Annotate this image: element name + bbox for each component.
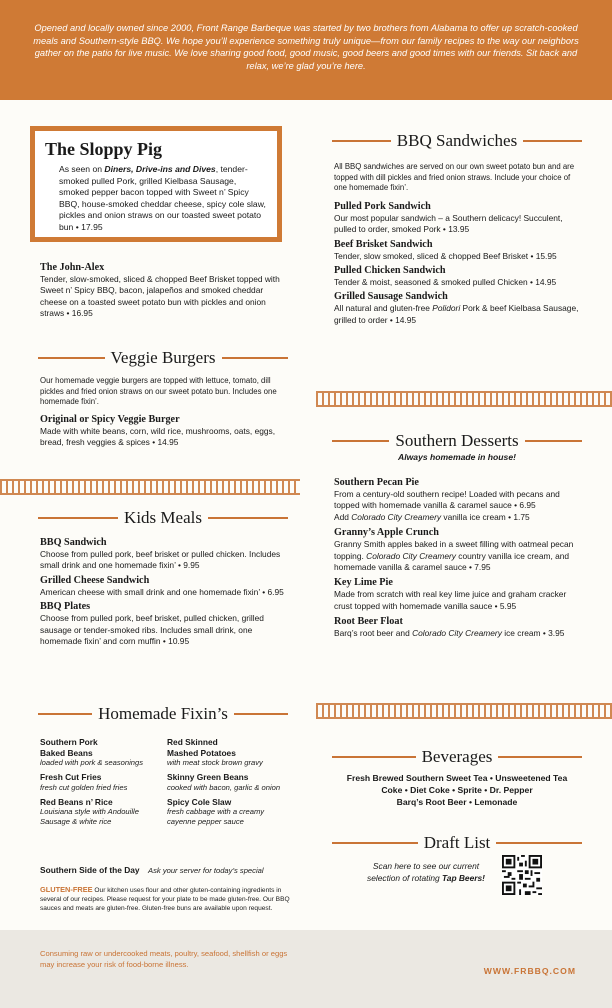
kids-item-name: BBQ Plates (40, 601, 91, 613)
bbq-desc-part: All natural and gluten-free (334, 303, 433, 314)
fixins-title: Homemade Fixin’s (98, 704, 228, 723)
bbq-item-name: Pulled Pork Sandwich (334, 200, 431, 212)
bbq-intro: All BBQ sandwiches are served on our own sweet potato bun and are topped with dill pickles and fried onion straws. Include your choice of one homemade fixin’. (334, 162, 575, 193)
divider (523, 140, 582, 142)
dessert-name: Root Beer Float (334, 616, 403, 628)
sloppy-pig-desc (45, 164, 267, 234)
sloppy-desc-rest: , tender-smoked pulled Pork, grilled Kielbasa Sausage, smoked pepper bacon topped with Sweet n’ Spicy BBQ, house-smoked cheddar cheese, spicy cole slaw, pickles and onion straws on our toasted sweet potato bun • (59, 164, 266, 232)
dessert-desc-part: vanilla ice cream • 1.75 (441, 511, 530, 522)
dessert-name: Southern Pecan Pie (334, 477, 419, 488)
beverages-list (332, 772, 582, 809)
side-of-day (40, 860, 300, 878)
desserts-title: Southern Desserts (395, 431, 519, 450)
desserts-heading (332, 431, 582, 451)
divider (525, 440, 582, 442)
veggie-intro: Our homemade veggie burgers are topped with lettuce, tomato, dill pickles and fried onion straws on our sweet potato bun. Includes one homemade fixin’. (40, 376, 277, 407)
fixin-desc: loaded with pork & seasonings (40, 758, 144, 767)
desserts-subtitle: Always homemade in house! (398, 452, 516, 462)
divider (332, 842, 418, 844)
beverage-line: Fresh Brewed Southern Sweet Tea • Unsweetened Tea (346, 773, 568, 783)
intro-banner (0, 0, 612, 100)
dessert-desc-part: Barq’s root beer and (334, 628, 413, 639)
bbq-sandwiches-heading (332, 131, 582, 151)
sloppy-pig-title: The Sloppy Pig (45, 139, 163, 159)
dessert-brand: Colorado City Creamery (351, 511, 442, 522)
fixins-list (40, 737, 290, 827)
beverages-title: Beverages (421, 747, 493, 766)
fixin-name: Skinny Green Beans (167, 772, 249, 782)
dessert-desc-part: ice cream • 3.95 (501, 628, 565, 639)
fixin-desc: Louisiana style with Andouille Sausage & white rice (40, 807, 139, 826)
intro-text: Opened and locally owned since 2000, Front Range Barbeque was started by two brothers from Alabama to offer up scratch-cooked meals and Southern-style BBQ. We hope you’ll experience something truly unique—from our family recipes to the way our neighbors gather on the patio for live music. We love sharing good food, good music, good beers and good times with our friends. Sit back and relax, we’re glad you’re here. (33, 23, 579, 71)
bbq-item-desc: Tender, slow smoked, sliced & chopped Beef Brisket • 15.95 (334, 250, 557, 261)
side-of-day-name: Southern Side of the Day (40, 865, 140, 875)
sloppy-pig-feature (30, 126, 282, 242)
divider (496, 842, 582, 844)
qr-code-icon[interactable] (502, 855, 542, 895)
divider (38, 357, 105, 359)
fixin-name: Red Skinned Mashed Potatoes (167, 737, 236, 758)
fixin-item (167, 737, 290, 768)
fixin-name: Fresh Cut Fries (40, 772, 102, 782)
kids-item-desc: Choose from pulled pork, beef brisket, pulled chicken, grilled sausage or tender-smoked ribs. Includes small drink, one homemade fixin’ and corn muffin • 10.95 (40, 613, 264, 647)
draft-list-text (360, 861, 492, 884)
fixin-item (167, 797, 290, 828)
john-alex-item (40, 262, 290, 320)
fixin-desc: with meat stock brown gravy (167, 758, 263, 767)
dessert-addon (334, 512, 584, 523)
dessert-desc (334, 628, 584, 639)
bbq-item-name: Pulled Chicken Sandwich (334, 265, 446, 276)
divider (332, 756, 416, 758)
john-alex-desc: Tender, slow-smoked, sliced & chopped Beef Brisket topped with Sweet n’ Spicy BBQ, bacon, jalapeños and smoked cheddar cheese on a toasted sweet potato bun with pickles and onion straws • 16.95 (40, 274, 280, 319)
decorative-stripe (316, 391, 612, 407)
fixin-item (40, 797, 167, 828)
divider (332, 440, 389, 442)
bbq-item-name: Grilled Sausage Sandwich (334, 291, 448, 303)
kids-item-name: Grilled Cheese Sandwich (40, 574, 150, 586)
food-safety-warning: Consuming raw or undercooked meats, poultry, seafood, shellfish or eggs may increase your risk of food-borne illness. (40, 949, 288, 969)
divider (332, 140, 391, 142)
divider (234, 713, 288, 715)
veggie-burgers-title: Veggie Burgers (110, 348, 216, 367)
sloppy-show-name: Diners, Drive-ins and Dives (104, 164, 216, 174)
dessert-desc-part: Add (334, 511, 352, 522)
veggie-burgers-heading (38, 348, 288, 368)
divider (208, 517, 288, 519)
decorative-stripe (316, 703, 612, 719)
website-link[interactable]: WWW.FRBBQ.COM (483, 966, 576, 976)
dessert-name: Granny’s Apple Crunch (334, 527, 439, 539)
fixin-desc: fresh cut golden fried fries (40, 782, 128, 792)
bbq-item-desc: Tender & moist, seasoned & smoked pulled Chicken • 14.95 (334, 277, 557, 287)
draft-text-part: Scan here to see our current selection of rotating (367, 861, 480, 883)
fixin-item (40, 772, 167, 793)
bbq-desc-part: Pork & beef Kielbasa Sausage, grilled to order • 14.95 (334, 303, 579, 325)
gluten-free-label: GLUTEN-FREE (40, 885, 93, 894)
veggie-item-desc: Made with white beans, corn, wild rice, mushrooms, oats, eggs, bread, fresh veggies & spices • 14.95 (40, 425, 276, 448)
kids-section (40, 537, 290, 647)
dessert-desc-part: country vanilla ice cream, and homemade vanilla & caramel sauce • 7.95 (334, 550, 570, 573)
beverage-line: Barq’s Root Beer • Lemonade (396, 797, 518, 808)
fixin-name: Red Beans n’ Rice (40, 796, 113, 807)
bbq-item-desc (334, 303, 584, 326)
side-of-day-desc: Ask your server for today’s special (148, 866, 264, 875)
kids-item-desc: Choose from pulled pork, beef brisket or pulled chicken. Includes small drink and one homemade fixin’ • 9.95 (40, 549, 281, 571)
dessert-brand: Colorado City Creamery (412, 628, 502, 639)
sloppy-price: 17.95 (81, 221, 103, 232)
dessert-desc (334, 539, 584, 573)
dessert-desc-part: Granny Smith apples baked in a sweet filling with oatmeal pecan topping. (334, 539, 574, 561)
bbq-sandwiches-title: BBQ Sandwiches (396, 131, 518, 150)
gluten-free-note (40, 885, 292, 913)
dessert-desc: From a century-old southern recipe! Loaded with pecans and topped with homemade vanilla & caramel sauce • 6.95 (334, 489, 560, 511)
beverage-line: Coke • Diet Coke • Sprite • Dr. Pepper (381, 785, 533, 796)
footer (0, 930, 612, 1008)
draft-text-bold: Tap Beers! (441, 872, 485, 883)
sloppy-desc-prefix: As seen on (59, 164, 105, 174)
divider (498, 756, 582, 758)
draft-list-title: Draft List (423, 833, 491, 852)
fixin-name: Spicy Cole Slaw (167, 796, 232, 807)
desserts-section (334, 477, 584, 640)
kids-meals-title: Kids Meals (124, 508, 202, 527)
dessert-name: Key Lime Pie (334, 577, 393, 589)
fixin-name: Southern Pork Baked Beans (40, 737, 98, 758)
fixins-heading (38, 704, 288, 724)
fixin-desc: fresh cabbage with a creamy cayenne pepper sauce (167, 807, 265, 826)
kids-item-desc: American cheese with small drink and one homemade fixin’ • 6.95 (40, 586, 284, 597)
kids-item-name: BBQ Sandwich (40, 537, 107, 548)
bbq-item-desc: Our most popular sandwich – a Southern delicacy! Succulent, pulled to order, smoked Pork • 13.95 (334, 212, 563, 235)
fixin-item (40, 737, 167, 768)
dessert-desc: Made from scratch with real key lime juice and graham cracker crust topped with homemade vanilla sauce • 5.95 (334, 589, 567, 611)
fixin-item (167, 772, 290, 793)
veggie-item-name: Original or Spicy Veggie Burger (40, 413, 180, 425)
bbq-item-name: Beef Brisket Sandwich (334, 238, 433, 250)
dessert-brand: Colorado City Creamery (366, 550, 456, 561)
fixin-desc: cooked with bacon, garlic & onion (167, 782, 281, 792)
kids-meals-heading (38, 508, 288, 528)
divider (38, 713, 92, 715)
bbq-section (334, 162, 584, 326)
decorative-stripe (0, 479, 300, 495)
divider (38, 517, 118, 519)
john-alex-name: The John-Alex (40, 262, 105, 273)
bbq-brand: Polidori (432, 303, 461, 314)
beverages-heading (332, 747, 582, 767)
gluten-free-text: Our kitchen uses flour and other gluten-containing ingredients in several of our recipes. Please request for your plate to be made gluten-free. Our BBQ sauces and meats are gluten-free. Gluten-free buns are available upon request. (40, 887, 290, 912)
divider (222, 357, 289, 359)
veggie-section (40, 376, 290, 449)
draft-list-heading (332, 833, 582, 853)
